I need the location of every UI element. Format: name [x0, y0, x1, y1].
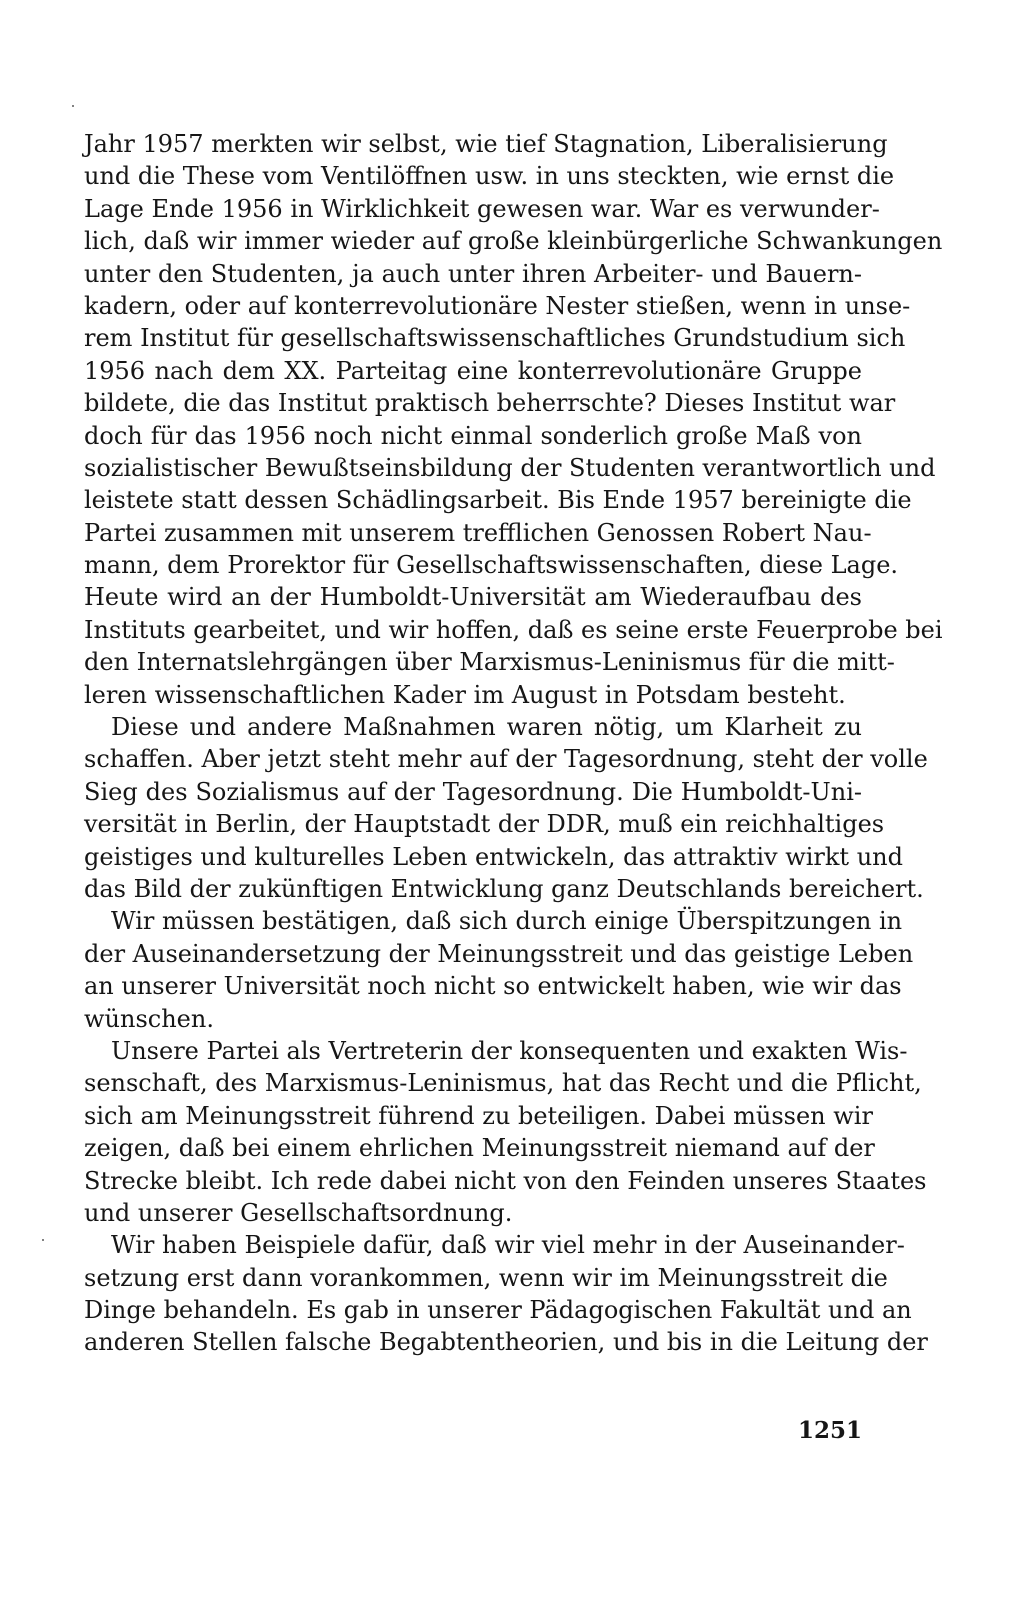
text-line: und die These vom Ventilöffnen usw. in uns steckten, wie ernst die [84, 162, 895, 191]
text-line: setzung erst dann vorankommen, wenn wir im Meinungsstreit die [84, 1263, 888, 1292]
text-line: an unserer Universität noch nicht so entwickelt haben, wie wir das [84, 972, 902, 1001]
text-line: kadern, oder auf konterrevolutionäre Nester stießen, wenn in unse- [84, 291, 911, 320]
text-line: den Internatslehrgängen über Marxismus-Leninismus für die mitt- [84, 648, 895, 677]
text-line: Jahr 1957 merkten wir selbst, wie tief Stagnation, Liberalisierung [84, 130, 888, 158]
text-line: bildete, die das Institut praktisch beherrschte? Dieses Institut war [84, 389, 896, 418]
scan-speck [72, 105, 74, 107]
text-line: und unserer Gesellschaftsordnung. [84, 1198, 513, 1227]
text-line: Dinge behandeln. Es gab in unserer Pädagogischen Fakultät und an [84, 1296, 912, 1325]
text-line: geistiges und kulturelles Leben entwickeln, das attraktiv wirkt und [84, 842, 903, 871]
text-line: sich am Meinungsstreit führend zu beteiligen. Dabei müssen wir [84, 1101, 873, 1130]
text-line: Heute wird an der Humboldt-Universität am Wiederaufbau des [84, 583, 862, 612]
text-line: Diese und andere Maßnahmen waren nötig, um Klarheit zu [111, 713, 862, 742]
text-line: leistete statt dessen Schädlingsarbeit. Bis Ende 1957 bereinigte die [84, 486, 912, 515]
text-line: Sieg des Sozialismus auf der Tagesordnung. Die Humboldt-Uni- [84, 777, 862, 806]
text-line: unter den Studenten, ja auch unter ihren Arbeiter- und Bauern- [84, 259, 862, 288]
text-line: Instituts gearbeitet, und wir hoffen, daß es seine erste Feuerprobe bei [84, 615, 943, 644]
text-line: 1956 nach dem XX. Parteitag eine konterrevolutionäre Gruppe [84, 356, 862, 385]
text-line: zeigen, daß bei einem ehrlichen Meinungsstreit niemand auf der [84, 1134, 875, 1163]
text-line: anderen Stellen falsche Begabtentheorien, und bis in die Leitung der [84, 1328, 928, 1357]
text-line: Strecke bleibt. Ich rede dabei nicht von den Feinden unseres Staates [84, 1166, 927, 1195]
text-line: mann, dem Prorektor für Gesellschaftswissenschaften, diese Lage. [84, 551, 899, 580]
text-line: leren wissenschaftlichen Kader im August in Potsdam besteht. [84, 680, 846, 709]
text-line: Lage Ende 1956 in Wirklichkeit gewesen war. War es verwunder- [84, 194, 880, 223]
scan-speck [42, 1239, 44, 1241]
text-line: der Auseinandersetzung der Meinungsstreit und das geistige Leben [84, 939, 914, 968]
text-line: versität in Berlin, der Hauptstadt der DDR, muß ein reichhaltiges [84, 810, 885, 839]
text-line: Wir haben Beispiele dafür, daß wir viel mehr in der Auseinander- [111, 1231, 905, 1260]
text-line: lich, daß wir immer wieder auf große kleinbürgerliche Schwankungen [84, 227, 943, 256]
page-number: 1251 [797, 1417, 862, 1444]
text-line: sozialistischer Bewußtseinsbildung der Studenten verantwortlich und [84, 453, 936, 482]
text-line: Unsere Partei als Vertreterin der konsequenten und exakten Wis- [111, 1036, 908, 1065]
text-line: Wir müssen bestätigen, daß sich durch einige Überspitzungen in [111, 907, 903, 936]
text-line: wünschen. [84, 1004, 214, 1033]
text-line: doch für das 1956 noch nicht einmal sonderlich große Maß von [84, 421, 862, 450]
body-text [84, 128, 943, 1359]
text-line: rem Institut für gesellschaftswissenschaftliches Grundstudium sich [84, 324, 906, 353]
text-line: senschaft, des Marxismus-Leninismus, hat das Recht und die Pflicht, [84, 1069, 922, 1098]
text-line: schaffen. Aber jetzt steht mehr auf der Tagesordnung, steht der volle [84, 745, 928, 774]
text-line: Partei zusammen mit unserem trefflichen Genossen Robert Nau- [84, 518, 872, 547]
text-line: das Bild der zukünftigen Entwicklung ganz Deutschlands bereichert. [84, 874, 924, 903]
